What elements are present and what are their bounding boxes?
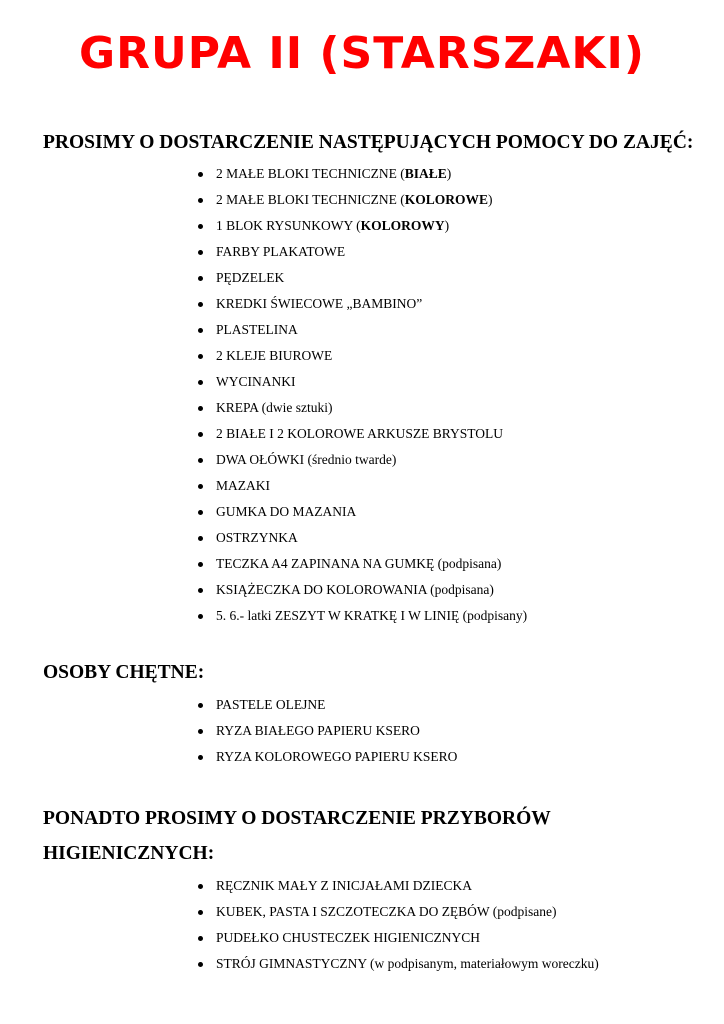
list-item xyxy=(196,421,527,447)
list-item xyxy=(196,577,527,603)
hygiene-list xyxy=(196,873,599,977)
bullet-icon xyxy=(198,250,203,255)
bullet-icon xyxy=(198,703,203,708)
bullet-icon xyxy=(198,562,203,567)
item-text: FARBY PLAKATOWE xyxy=(216,244,346,259)
list-item xyxy=(196,395,527,421)
bullet-icon xyxy=(198,172,203,177)
item-text: 2 KLEJE BIUROWE xyxy=(216,348,333,363)
item-text: RĘCZNIK MAŁY Z INICJAŁAMI DZIECKA xyxy=(216,878,472,893)
list-item xyxy=(196,213,527,239)
list-item xyxy=(196,161,527,187)
bullet-icon xyxy=(198,198,203,203)
item-text: PUDEŁKO CHUSTECZEK HIGIENICZNYCH xyxy=(216,930,480,945)
section-heading-volunteers: OSOBY CHĘTNE: xyxy=(43,662,205,683)
volunteers-list xyxy=(196,692,457,770)
bullet-icon xyxy=(198,354,203,359)
item-text: GUMKA DO MAZANIA xyxy=(216,504,357,519)
list-item xyxy=(196,369,527,395)
bullet-icon xyxy=(198,380,203,385)
list-item xyxy=(196,551,527,577)
item-text: PASTELE OLEJNE xyxy=(216,697,326,712)
supplies-list xyxy=(196,161,527,629)
list-item xyxy=(196,692,457,718)
section-heading-supplies: PROSIMY O DOSTARCZENIE NASTĘPUJĄCYCH POMOCY DO ZAJĘĆ: xyxy=(43,132,694,153)
list-item xyxy=(196,343,527,369)
item-text: KSIĄŻECZKA DO KOLOROWANIA (podpisana) xyxy=(216,582,494,597)
item-text: KREDKI ŚWIECOWE „BAMBINO” xyxy=(216,296,423,311)
list-item xyxy=(196,447,527,473)
list-item xyxy=(196,899,599,925)
bullet-icon xyxy=(198,536,203,541)
bullet-icon xyxy=(198,224,203,229)
list-item xyxy=(196,925,599,951)
bullet-icon xyxy=(198,962,203,967)
bullet-icon xyxy=(198,936,203,941)
item-text: KREPA (dwie sztuki) xyxy=(216,400,333,415)
item-text: TECZKA A4 ZAPINANA NA GUMKĘ (podpisana) xyxy=(216,556,502,571)
list-item xyxy=(196,525,527,551)
list-item xyxy=(196,718,457,744)
item-text: KUBEK, PASTA I SZCZOTECZKA DO ZĘBÓW (podpisane) xyxy=(216,904,557,919)
bullet-icon xyxy=(198,276,203,281)
item-bold-text: BIAŁE xyxy=(404,166,447,181)
bullet-icon xyxy=(198,328,203,333)
item-text: OSTRZYNKA xyxy=(216,530,298,545)
item-text: WYCINANKI xyxy=(216,374,296,389)
item-bold-text: KOLOROWE xyxy=(404,192,488,207)
bullet-icon xyxy=(198,910,203,915)
item-text: RYZA KOLOROWEGO PAPIERU KSERO xyxy=(216,749,458,764)
list-item xyxy=(196,187,527,213)
item-text: 1 BLOK RYSUNKOWY ( xyxy=(216,218,361,233)
list-item xyxy=(196,873,599,899)
bullet-icon xyxy=(198,484,203,489)
item-bold-text: KOLOROWY xyxy=(360,218,445,233)
list-item xyxy=(196,291,527,317)
item-text: 5. 6.- latki ZESZYT W KRATKĘ I W LINIĘ (podpisany) xyxy=(216,608,528,623)
list-item xyxy=(196,951,599,977)
bullet-icon xyxy=(198,432,203,437)
item-text: MAZAKI xyxy=(216,478,270,493)
item-text: DWA OŁÓWKI (średnio twarde) xyxy=(216,452,397,467)
bullet-icon xyxy=(198,755,203,760)
item-text: STRÓJ GIMNASTYCZNY (w podpisanym, materiałowym woreczku) xyxy=(216,956,599,971)
list-item xyxy=(196,603,527,629)
item-text: 2 MAŁE BLOKI TECHNICZNE ( xyxy=(216,192,405,207)
bullet-icon xyxy=(198,884,203,889)
list-item xyxy=(196,239,527,265)
list-item xyxy=(196,744,457,770)
item-tail-text: ) xyxy=(446,166,452,181)
item-text: RYZA BIAŁEGO PAPIERU KSERO xyxy=(216,723,420,738)
bullet-icon xyxy=(198,588,203,593)
item-text: PĘDZELEK xyxy=(216,270,285,285)
section-heading-hygiene-line2: HIGIENICZNYCH: xyxy=(43,843,215,864)
page-title: GRUPA II (STARSZAKI) xyxy=(79,28,645,79)
bullet-icon xyxy=(198,614,203,619)
list-item xyxy=(196,317,527,343)
item-text: 2 MAŁE BLOKI TECHNICZNE ( xyxy=(216,166,405,181)
item-text: PLASTELINA xyxy=(216,322,298,337)
list-item xyxy=(196,473,527,499)
bullet-icon xyxy=(198,458,203,463)
section-heading-hygiene-line1: PONADTO PROSIMY O DOSTARCZENIE PRZYBORÓW xyxy=(43,808,551,829)
bullet-icon xyxy=(198,510,203,515)
list-item xyxy=(196,265,527,291)
list-item xyxy=(196,499,527,525)
item-tail-text: ) xyxy=(444,218,450,233)
item-tail-text: ) xyxy=(488,192,493,207)
bullet-icon xyxy=(198,302,203,307)
bullet-icon xyxy=(198,406,203,411)
bullet-icon xyxy=(198,729,203,734)
item-text: 2 BIAŁE I 2 KOLOROWE ARKUSZE BRYSTOLU xyxy=(216,426,504,441)
